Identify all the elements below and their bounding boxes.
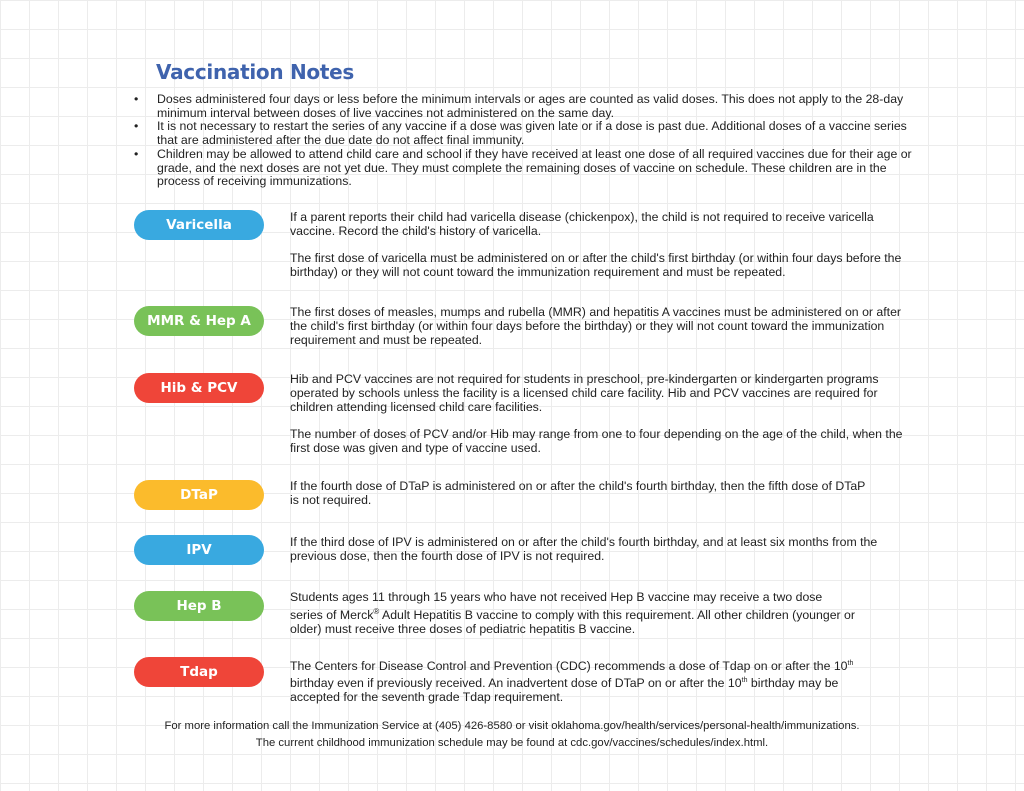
list-item bbox=[134, 93, 914, 120]
bullet-icon: • bbox=[134, 119, 139, 134]
dtap-badge: DTaP bbox=[134, 480, 264, 510]
hib-pcv-notes bbox=[290, 373, 915, 456]
hep-b-note-1: Students ages 11 through 15 years who have not received Hep B vaccine may receive a two dose series of Merck® Adult Hepatitis B vaccine to comply with this requirement. All other children (younger or older) must receive three doses of pediatric hepatitis B vaccine. bbox=[290, 590, 855, 636]
ipv-badge: IPV bbox=[134, 535, 264, 565]
mmr-hep-a-notes bbox=[290, 306, 915, 347]
footer-contact: For more information call the Immunization Service at (405) 426-8580 or visit oklahoma.gov/health/services/personal-health/immunizations. bbox=[164, 720, 860, 732]
note-text: It is not necessary to restart the series of any vaccine if a dose was given late or if a dose is past due. Additional doses of a vaccine series that are administered after the due date do not affect final immunity. bbox=[157, 119, 907, 148]
list-item bbox=[134, 148, 914, 189]
varicella-note-1: If a parent reports their child had varicella disease (chickenpox), the child is not required to receive varicella vaccine. Record the child's history of varicella. bbox=[290, 210, 874, 238]
mmr-hep-a-badge: MMR & Hep A bbox=[134, 306, 264, 336]
page-title: Vaccination Notes bbox=[156, 60, 354, 84]
hib-pcv-badge: Hib & PCV bbox=[134, 373, 264, 403]
bullet-icon: • bbox=[134, 92, 139, 106]
hib-pcv-note-2: The number of doses of PCV and/or Hib may range from one to four depending on the age of the child, when the first dose was given and type of vaccine used. bbox=[290, 427, 903, 455]
varicella-notes bbox=[290, 211, 915, 280]
ipv-note-1: If the third dose of IPV is administered on or after the child's fourth birthday, and at least six months from the previous dose, then the fourth dose of IPV is not required. bbox=[290, 535, 878, 563]
hep-b-notes bbox=[290, 591, 855, 636]
ipv-notes bbox=[290, 536, 880, 564]
dtap-note-1: If the fourth dose of DTaP is administered on or after the child's fourth birthday, then the fifth dose of DTaP is not required. bbox=[290, 479, 866, 507]
footer-schedule: The current childhood immunization schedule may be found at cdc.gov/vaccines/schedules/index.html. bbox=[255, 737, 769, 749]
varicella-badge: Varicella bbox=[134, 210, 264, 240]
varicella-note-2: The first dose of varicella must be administered on or after the child's first birthday (or within four days before the birthday) or they will not count toward the immunization requirement and must be repeated. bbox=[290, 251, 902, 280]
note-text: Children may be allowed to attend child care and school if they have received at least one dose of all required vaccines due for their age or grade, and the next doses are not yet due. They must complete the remaining doses of vaccine on schedule. These children are in the process of receiving immunizations. bbox=[157, 146, 912, 189]
hib-pcv-note-1: Hib and PCV vaccines are not required for students in preschool, pre-kindergarten or kindergarten programs operated by schools unless the facility is a licensed child care facility. Hib and PCV vaccines are required for children attending licensed child care facilities. bbox=[290, 372, 879, 414]
hep-b-badge: Hep B bbox=[134, 591, 264, 621]
tdap-note-1: The Centers for Disease Control and Prevention (CDC) recommends a dose of Tdap on or after the 10th birthday even if previously received. An inadvertent dose of DTaP on or after the 10th birthday may be accepted for the seventh grade Tdap requirement. bbox=[290, 659, 854, 704]
tdap-notes bbox=[290, 657, 890, 705]
note-text: Doses administered four days or less before the minimum intervals or ages are counted as valid doses. This does not apply to the 28-day minimum interval between doses of live vaccines not administered on the same day. bbox=[157, 92, 904, 120]
list-item bbox=[134, 120, 914, 147]
mmr-hep-a-note-1: The first doses of measles, mumps and rubella (MMR) and hepatitis A vaccines must be administered on or after the child's first birthday (or within four days before the birthday) or they will not count toward the immunization requirement and must be repeated. bbox=[290, 305, 902, 347]
notes-list bbox=[134, 93, 914, 189]
bullet-icon: • bbox=[134, 146, 139, 161]
dtap-notes bbox=[290, 480, 875, 508]
tdap-badge: Tdap bbox=[134, 657, 264, 687]
